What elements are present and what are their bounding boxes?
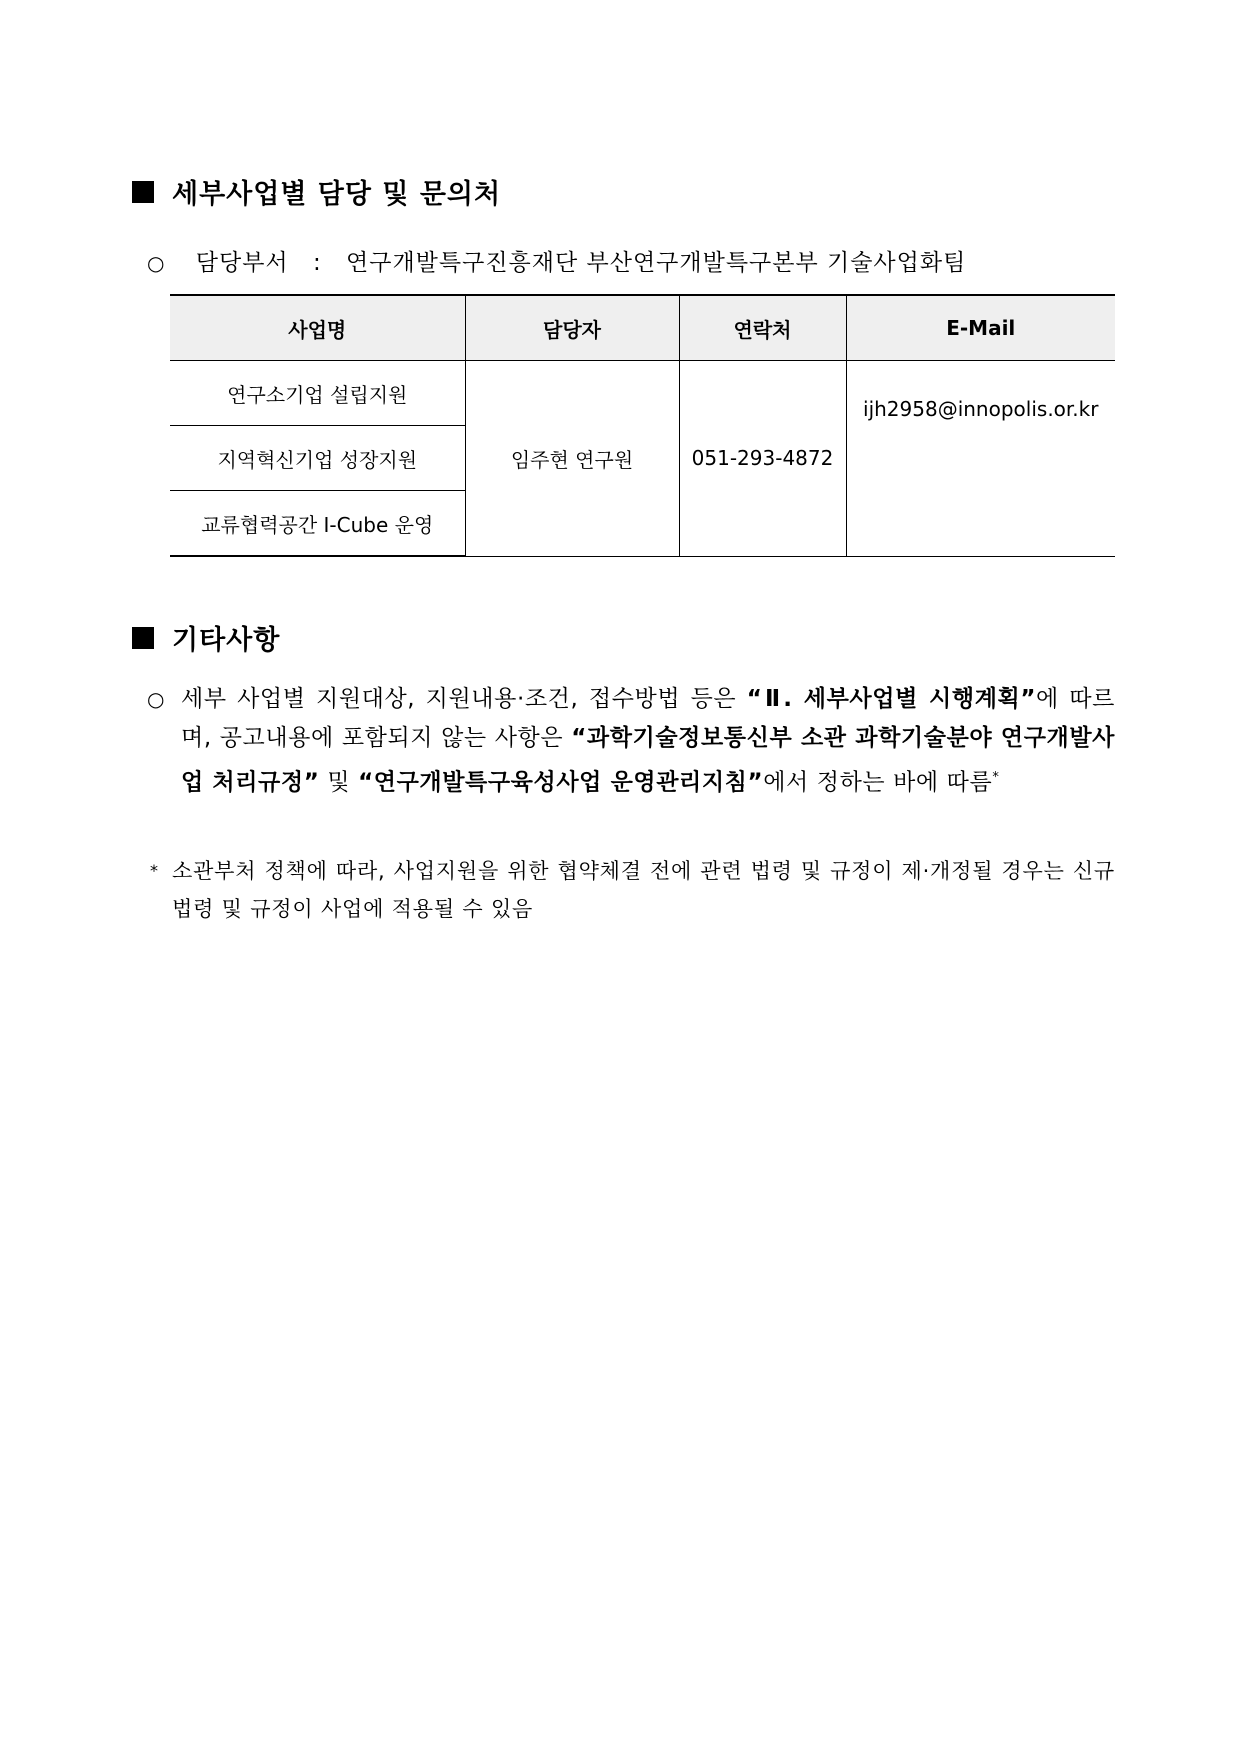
section-title: 기타사항 <box>172 625 281 656</box>
manager-name: 임주현 연구원 <box>465 361 679 557</box>
department-value: 연구개발특구진흥재단 부산연구개발특구본부 기술사업화팀 <box>346 250 967 276</box>
department-label: 담당부서 <box>195 250 289 276</box>
project-name: 지역혁신기업 성장지원 <box>170 426 465 491</box>
department-colon: : <box>312 250 322 276</box>
paragraph-text: 에서 정하는 바에 따름 <box>763 769 993 796</box>
project-name: 교류협력공간 I-Cube 운영 <box>170 491 465 557</box>
footnote-text: 소관부처 정책에 따라, 사업지원을 위한 협약체결 전에 관련 법령 및 규정이 제·개정될 경우는 신규 법령 및 규정이 사업에 적용될 수 있음 <box>172 859 1115 921</box>
paragraph-body <box>181 680 1115 803</box>
section-title: 세부사업별 담당 및 문의처 <box>172 179 502 210</box>
circle-bullet-icon: ○ <box>147 687 166 711</box>
emphasis-guideline-title: “연구개발특구육성사업 운영관리지침” <box>358 769 764 796</box>
column-header: 사업명 <box>170 295 465 361</box>
footnote-marker: * <box>992 770 1000 785</box>
square-bullet-icon <box>132 181 154 203</box>
table-header-row <box>170 295 1115 361</box>
department-line <box>147 244 966 277</box>
column-header: E-Mail <box>846 295 1115 361</box>
paragraph-text: 에 따르며, 공고내용에 포함되지 않는 사항은 <box>181 686 1115 751</box>
paragraph-text: 세부 사업별 지원대상, 지원내용·조건, 접수방법 등은 <box>181 686 747 712</box>
asterisk-icon: * <box>150 861 159 880</box>
emphasis-regulation-title: “과학기술정보통신부 소관 과학기술분야 연구개발사업 처리규정” <box>181 725 1115 796</box>
circle-bullet-icon: ○ <box>147 251 166 275</box>
phone-number: 051-293-4872 <box>679 361 846 557</box>
column-header: 연락처 <box>679 295 846 361</box>
paragraph-text: 및 <box>319 769 359 796</box>
other-notes-paragraph <box>147 680 1115 803</box>
table-row <box>170 361 1115 426</box>
email-address: ijh2958@innopolis.or.kr <box>846 361 1115 557</box>
section-heading-contacts <box>132 172 501 211</box>
column-header: 담당자 <box>465 295 679 361</box>
square-bullet-icon <box>132 627 154 649</box>
footnote <box>150 852 1115 928</box>
project-name: 연구소기업 설립지원 <box>170 361 465 426</box>
contact-table <box>170 294 1115 557</box>
emphasis-plan-title: “Ⅱ. 세부사업별 시행계획” <box>746 686 1037 712</box>
section-heading-other <box>132 618 280 657</box>
